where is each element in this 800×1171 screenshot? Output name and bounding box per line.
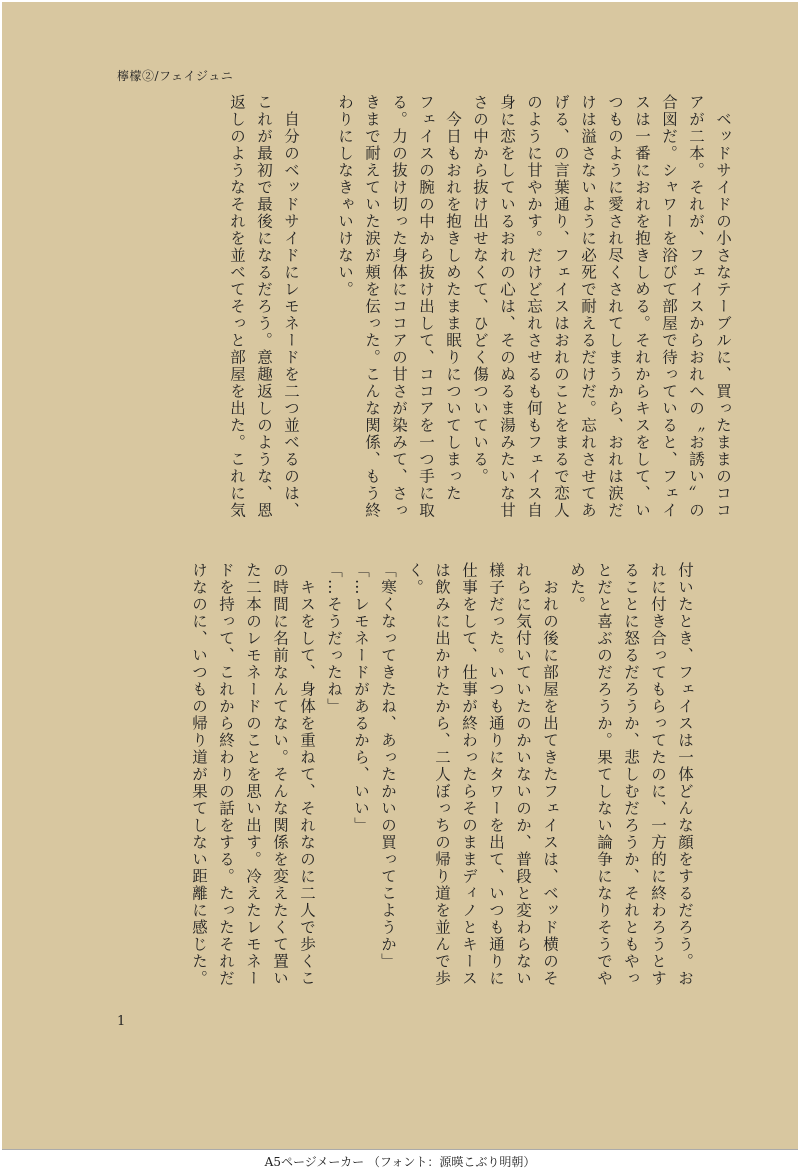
text-line: キスをして、身体を重ねて、それなのに二人で歩くこ bbox=[298, 562, 316, 987]
text-line: 「…そうだったね」 bbox=[325, 562, 343, 715]
text-line: けなのに、いつもの帰り道が果てしない距離に感じた。 bbox=[190, 562, 208, 987]
text-line: げる、の言葉通り、フェイスはおれのことをまるで恋人 bbox=[552, 94, 570, 519]
text-line: 様子だった。いつも通りにタワーを出て、いつも通りに bbox=[487, 562, 505, 987]
text-line: は飲みに出かけたから、二人ぼっちの帰り道を並んで歩 bbox=[433, 562, 451, 987]
text-line: 仕事をして、仕事が終わったらそのままディノとキース bbox=[460, 562, 478, 987]
text-line: おれの後に部屋を出てきたフェイスは、ベッド横のそ bbox=[541, 562, 559, 987]
page-number: 1 bbox=[117, 1014, 126, 1029]
text-line: ドを持って、これから終わりの話をする。たったそれだ bbox=[217, 562, 235, 987]
text-line: く。 bbox=[406, 562, 424, 596]
text-line: わりにしなきゃいけない。 bbox=[336, 94, 354, 298]
page-header-title: 檸檬②/フェイジュニ bbox=[117, 69, 234, 83]
text-line: れらに気付いていたのかいないのか、普段と変わらない bbox=[514, 562, 532, 987]
text-line: のように甘やかす。だけど忘れさせるも何もフェイス自 bbox=[525, 94, 543, 519]
text-block-upper bbox=[114, 94, 736, 534]
text-line: 合図だ。シャワーを浴びて部屋で待っていると、フェイ bbox=[660, 94, 678, 519]
text-line: 「…レモネードがあるから、いい」 bbox=[352, 562, 370, 834]
text-line: 身に恋をしているおれの心は、そのぬるま湯みたいな甘 bbox=[498, 94, 516, 519]
text-line: さの中から抜け出せなくて、ひどく傷ついている。 bbox=[471, 94, 489, 485]
text-line: れに付き合ってもらってたのに、一方的に終わろうとす bbox=[649, 562, 667, 987]
text-line: 返しのようなそれを並べてそっと部屋を出た。これに気 bbox=[228, 94, 246, 519]
text-line: これが最初で最後になるだろう。意趣返しのような、恩 bbox=[255, 94, 273, 519]
text-line: 自分のベッドサイドにレモネードを二つ並べるのは、 bbox=[282, 94, 300, 519]
text-line: 「寒くなってきたね、あったかいの買ってこようか」 bbox=[379, 562, 397, 970]
text-line: フェイスの腕の中から抜け出して、ココアを一つ手に取 bbox=[417, 94, 435, 519]
manuscript-page bbox=[2, 2, 798, 1150]
text-line: つものように愛され尽くされてしまうから、おれは涙だ bbox=[606, 94, 624, 519]
text-line: ることに怒るだろうか、悲しむだろうか、それともやっ bbox=[622, 562, 640, 987]
text-line bbox=[304, 94, 331, 534]
text-line: めた。 bbox=[568, 562, 586, 613]
text-line: アが二本。それが、フェイスからおれへの〝お誘い〟の bbox=[687, 94, 705, 519]
text-block-lower bbox=[98, 562, 698, 1002]
text-line: 付いたとき、フェイスは一体どんな顔をするだろう。お bbox=[676, 562, 694, 987]
text-line: きまで耐えていた涙が頬を伝った。こんな関係、もう終 bbox=[363, 94, 381, 519]
text-line: の時間に名前なんてない。そんな関係を変えたくて置い bbox=[271, 562, 289, 987]
text-line: とだと喜ぶのだろうか。果てしない論争になりそうでや bbox=[595, 562, 613, 987]
text-line: けは溢さないように必死で耐えるだけだ。忘れさせてあ bbox=[579, 94, 597, 519]
footer-caption: A5ページメーカー （フォント：源暎こぶり明朝） bbox=[264, 1155, 536, 1169]
text-line: スは一番におれを抱きしめる。それからキスをして、い bbox=[633, 94, 651, 519]
text-line: た二本のレモネードのことを思い出す。冷えたレモネー bbox=[244, 562, 262, 987]
text-line: 今日もおれを抱きしめたまま眠りについてしまった bbox=[444, 94, 462, 502]
text-line: る。力の抜け切った身体にココアの甘さが染みて、さっ bbox=[390, 94, 408, 519]
text-line: ベッドサイドの小さなテーブルに、買ったままのココ bbox=[714, 94, 732, 519]
